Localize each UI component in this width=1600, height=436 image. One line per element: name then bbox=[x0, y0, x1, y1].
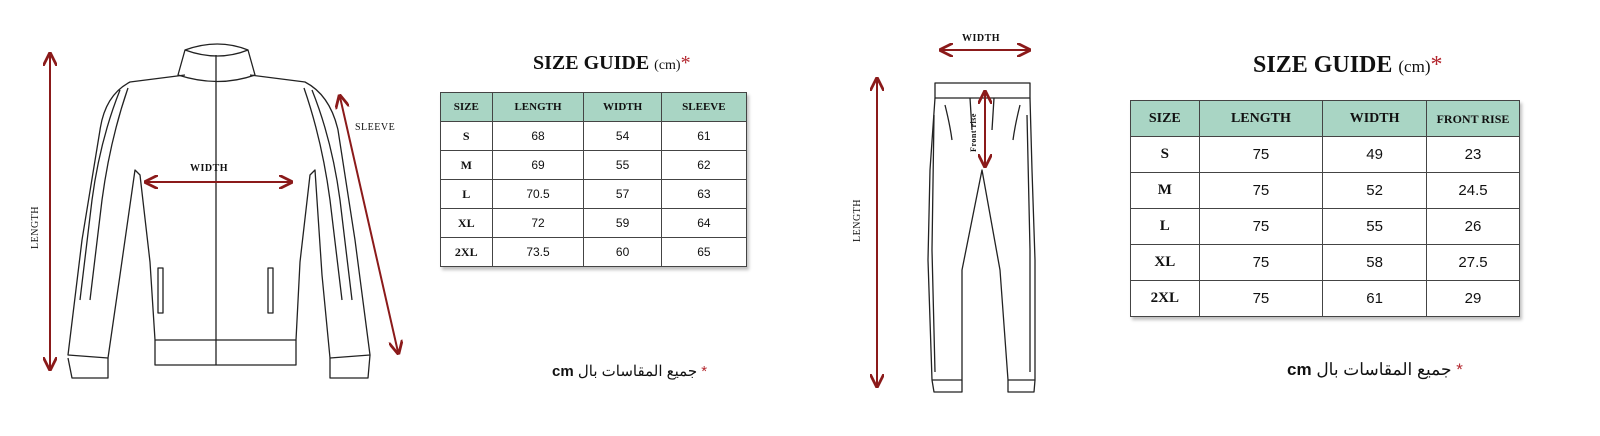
jacket-size-table bbox=[440, 92, 747, 267]
note-unit: cm bbox=[552, 363, 574, 380]
table-row bbox=[441, 209, 747, 238]
length-cell: 68 bbox=[492, 122, 584, 151]
size-cell: M bbox=[1131, 173, 1200, 209]
table-row bbox=[441, 151, 747, 180]
pants-units-note bbox=[1287, 360, 1463, 380]
pants-front-rise-label: Front rise bbox=[968, 113, 978, 152]
header-cell: SIZE bbox=[1131, 101, 1200, 137]
width-cell: 60 bbox=[584, 238, 661, 267]
size-cell: 2XL bbox=[1131, 281, 1200, 317]
pants-length-label: LENGTH bbox=[852, 199, 863, 242]
sleeve-cell: 64 bbox=[661, 209, 746, 238]
front-rise-cell: 24.5 bbox=[1427, 173, 1520, 209]
jacket-guide-title bbox=[533, 52, 691, 75]
size-cell: 2XL bbox=[441, 238, 493, 267]
note-unit: cm bbox=[1287, 360, 1312, 379]
table-header-row bbox=[441, 93, 747, 122]
pants-guide-title-text: SIZE GUIDE bbox=[1253, 52, 1393, 78]
length-cell: 75 bbox=[1199, 281, 1323, 317]
width-cell: 54 bbox=[584, 122, 661, 151]
size-cell: XL bbox=[441, 209, 493, 238]
pants-guide-title bbox=[1253, 52, 1442, 79]
length-cell: 75 bbox=[1199, 245, 1323, 281]
size-cell: M bbox=[441, 151, 493, 180]
header-cell: SIZE bbox=[441, 93, 493, 122]
sleeve-cell: 61 bbox=[661, 122, 746, 151]
jacket-length-label: LENGTH bbox=[30, 206, 41, 249]
header-cell: WIDTH bbox=[1323, 101, 1427, 137]
front-rise-cell: 29 bbox=[1427, 281, 1520, 317]
table-row bbox=[441, 238, 747, 267]
width-cell: 49 bbox=[1323, 137, 1427, 173]
pants-guide-unit: (cm) bbox=[1398, 57, 1431, 76]
table-row bbox=[1131, 209, 1520, 245]
table-row bbox=[441, 180, 747, 209]
sleeve-cell: 62 bbox=[661, 151, 746, 180]
width-cell: 59 bbox=[584, 209, 661, 238]
size-cell: S bbox=[441, 122, 493, 151]
width-cell: 52 bbox=[1323, 173, 1427, 209]
jacket-units-note bbox=[552, 362, 707, 380]
header-cell: LENGTH bbox=[492, 93, 584, 122]
width-cell: 61 bbox=[1323, 281, 1427, 317]
length-cell: 75 bbox=[1199, 209, 1323, 245]
header-cell: WIDTH bbox=[584, 93, 661, 122]
header-cell: LENGTH bbox=[1199, 101, 1323, 137]
pants-width-label: WIDTH bbox=[962, 33, 1001, 44]
jacket-guide-star: * bbox=[680, 52, 691, 74]
note-text: جميع المقاسات بال bbox=[577, 363, 698, 380]
table-row bbox=[1131, 245, 1520, 281]
size-cell: L bbox=[1131, 209, 1200, 245]
length-cell: 75 bbox=[1199, 173, 1323, 209]
length-cell: 75 bbox=[1199, 137, 1323, 173]
note-star: * bbox=[1456, 360, 1463, 379]
width-cell: 57 bbox=[584, 180, 661, 209]
length-cell: 73.5 bbox=[492, 238, 584, 267]
jacket-drawing bbox=[68, 44, 370, 378]
jacket-sleeve-label: SLEEVE bbox=[355, 122, 396, 133]
table-row bbox=[1131, 173, 1520, 209]
pants-size-table bbox=[1130, 100, 1520, 317]
size-cell: XL bbox=[1131, 245, 1200, 281]
jacket-guide-unit: (cm) bbox=[654, 58, 681, 73]
jacket-width-label: WIDTH bbox=[190, 163, 229, 174]
jacket-guide-title-text: SIZE GUIDE bbox=[533, 52, 650, 74]
size-cell: L bbox=[441, 180, 493, 209]
length-cell: 70.5 bbox=[492, 180, 584, 209]
header-cell: FRONT RISE bbox=[1427, 101, 1520, 137]
front-rise-cell: 26 bbox=[1427, 209, 1520, 245]
table-row bbox=[1131, 281, 1520, 317]
sleeve-cell: 65 bbox=[661, 238, 746, 267]
size-cell: S bbox=[1131, 137, 1200, 173]
length-cell: 69 bbox=[492, 151, 584, 180]
table-row bbox=[441, 122, 747, 151]
header-cell: SLEEVE bbox=[661, 93, 746, 122]
pants-drawing bbox=[928, 83, 1035, 392]
note-text: جميع المقاسات بال bbox=[1316, 360, 1452, 379]
front-rise-cell: 23 bbox=[1427, 137, 1520, 173]
width-cell: 55 bbox=[584, 151, 661, 180]
front-rise-cell: 27.5 bbox=[1427, 245, 1520, 281]
width-cell: 55 bbox=[1323, 209, 1427, 245]
width-cell: 58 bbox=[1323, 245, 1427, 281]
pants-guide-star: * bbox=[1430, 52, 1443, 78]
table-header-row bbox=[1131, 101, 1520, 137]
note-star: * bbox=[701, 363, 708, 380]
table-row bbox=[1131, 137, 1520, 173]
sleeve-cell: 63 bbox=[661, 180, 746, 209]
length-cell: 72 bbox=[492, 209, 584, 238]
